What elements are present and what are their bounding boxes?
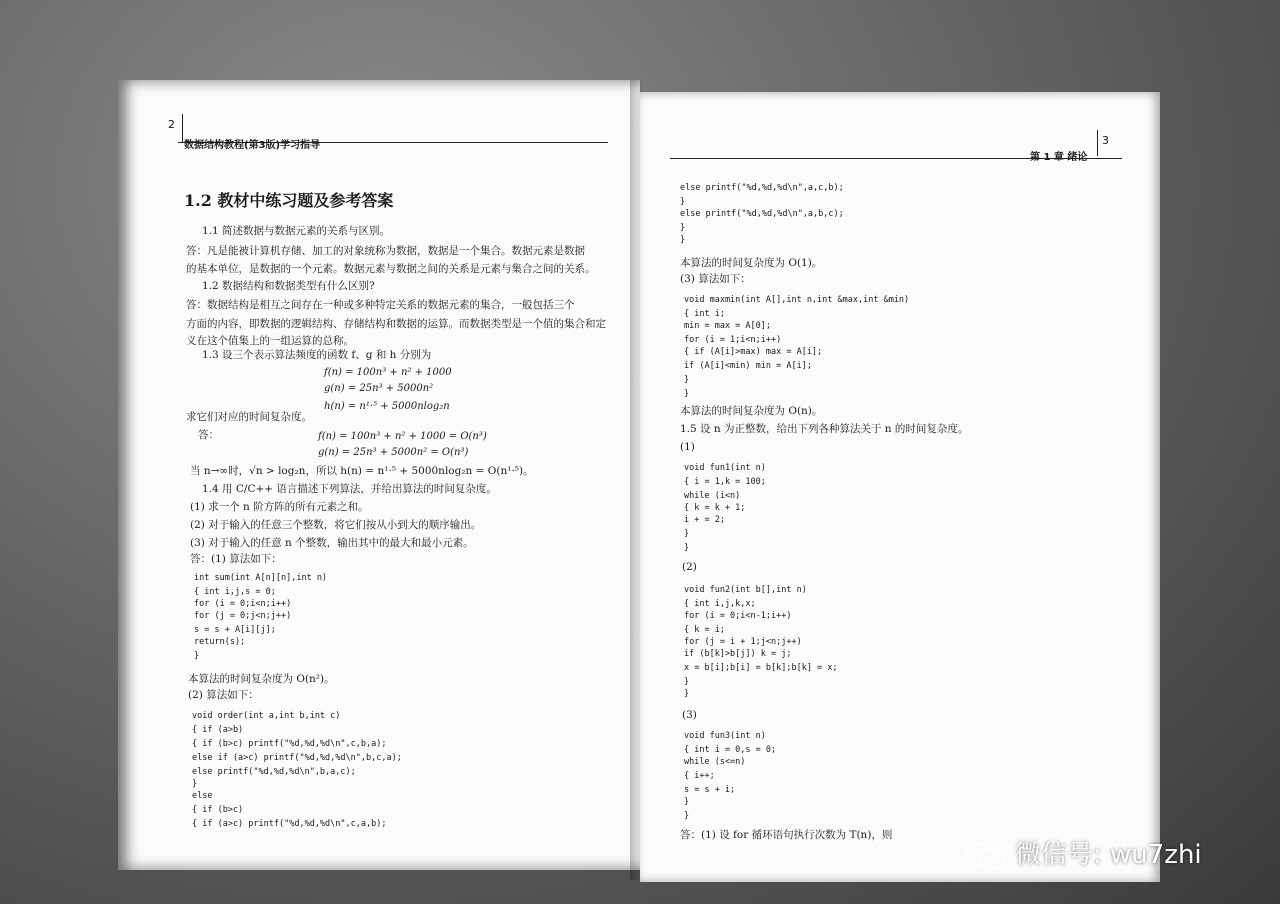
code-line: } — [680, 197, 686, 207]
code-line: for (i = 1;i<n;i++) — [684, 335, 782, 345]
text-line: (2) — [682, 561, 697, 573]
code-line: void order(int a,int b,int c) — [192, 711, 341, 721]
text-line: (1) — [680, 441, 695, 453]
code-line: } — [194, 651, 200, 661]
page-number: 2 — [168, 118, 175, 131]
code-line: for (j = 0;j<n;j++) — [194, 611, 292, 621]
code-line: else — [192, 791, 213, 801]
code-line: } — [684, 543, 690, 553]
right-page — [640, 92, 1160, 882]
code-line: { if (a>c) printf("%d,%d,%d\n",c,a,b); — [192, 819, 387, 829]
text-line: (1) 求一个 n 阶方阵的所有元素之和。 — [190, 501, 369, 513]
code-line: i + = 2; — [684, 515, 725, 525]
code-line: { if (A[i]>max) max = A[i]; — [684, 347, 823, 357]
code-line: { int i = 0,s = 0; — [684, 745, 777, 755]
code-line: } — [684, 375, 690, 385]
code-line: } — [684, 797, 690, 807]
running-title: 数据结构教程(第3版)学习指导 — [184, 140, 321, 151]
text-line: 答：凡是能被计算机存储、加工的对象统称为数据，数据是一个集合。数据元素是数据 — [186, 245, 585, 257]
text-line: 答： — [198, 429, 219, 441]
text-line: 答：数据结构是相互之间存在一种或多种特定关系的数据元素的集合，一般包括三个 — [186, 299, 575, 311]
code-line: min = max = A[0]; — [684, 321, 771, 331]
text-line: 1.4 用 C/C++ 语言描述下列算法，并给出算法的时间复杂度。 — [202, 483, 497, 495]
code-line: } — [684, 677, 690, 687]
left-page — [118, 80, 640, 870]
running-title: 第 1 章 绪论 — [1030, 152, 1088, 163]
text-line: (3) — [682, 709, 697, 721]
text-line: 方面的内容，即数据的逻辑结构、存储结构和数据的运算。而数据类型是一个值的集合和定 — [186, 318, 606, 330]
code-line: else printf("%d,%d,%d\n",a,b,c); — [680, 209, 844, 219]
code-line: for (j = i + 1;j<n;j++) — [684, 637, 802, 647]
formula: g(n) = 25n³ + 5000n² = O(n³) — [318, 447, 469, 458]
code-line: } — [684, 689, 690, 699]
code-line: { int i; — [684, 309, 725, 319]
text-line: 本算法的时间复杂度为 O(n²)。 — [188, 673, 335, 685]
code-line: while (i<n) — [684, 491, 741, 501]
code-line: } — [684, 389, 690, 399]
code-line: } — [192, 779, 198, 789]
text-line: (3) 对于输入的任意 n 个整数，输出其中的最大和最小元素。 — [190, 537, 474, 549]
text-line: 当 n→∞时，√n > log₂n，所以 h(n) = n¹·⁵ + 5000nlog₂n = O(n¹·⁵)。 — [190, 465, 534, 477]
code-line: for (i = 0;i<n;i++) — [194, 599, 292, 609]
code-line: void fun2(int b[],int n) — [684, 585, 807, 595]
code-line: } — [680, 235, 686, 245]
text-line: (3) 算法如下： — [680, 273, 751, 285]
text-line: 的基本单位，是数据的一个元素。数据元素与数据之间的关系是元素与集合之间的关系。 — [186, 263, 596, 275]
code-line: } — [684, 529, 690, 539]
code-line: { if (a>b) — [192, 725, 244, 735]
code-line: if (b[k]>b[j]) k = j; — [684, 649, 792, 659]
code-line: for (i = 0;i<n-1;i++) — [684, 611, 792, 621]
text-line: 本算法的时间复杂度为 O(1)。 — [680, 257, 823, 269]
formula: h(n) = n¹·⁵ + 5000nlog₂n — [324, 401, 450, 412]
text-line: 义在这个值集上的一组运算的总称。 — [186, 335, 354, 347]
wechat-watermark — [965, 834, 1202, 871]
code-line: while (s<=n) — [684, 757, 746, 767]
code-line: int sum(int A[n][n],int n) — [194, 573, 328, 583]
text-line: 1.2 数据结构和数据类型有什么区别? — [202, 280, 375, 292]
code-line: else printf("%d,%d,%d\n",a,c,b); — [680, 183, 844, 193]
code-line: if (A[i]<min) min = A[i]; — [684, 361, 812, 371]
code-line: { k = i; — [684, 625, 725, 635]
code-line: } — [680, 223, 686, 233]
text-line: 答：(1) 算法如下： — [190, 553, 282, 565]
code-line: { int i,j,k,x; — [684, 599, 756, 609]
code-line: { i = 1,k = 100; — [684, 477, 766, 487]
code-line: { int i,j,s = 0; — [194, 587, 276, 597]
text-line: 1.1 简述数据与数据元素的关系与区别。 — [202, 225, 391, 237]
header-divider — [182, 114, 183, 142]
page-number: 3 — [1102, 134, 1109, 147]
code-line: void fun1(int n) — [684, 463, 766, 473]
code-line: { if (b>c) — [192, 805, 244, 815]
code-line: void fun3(int n) — [684, 731, 766, 741]
code-line: x = b[i];b[i] = b[k];b[k] = x; — [684, 663, 838, 673]
formula: f(n) = 100n³ + n² + 1000 — [324, 367, 452, 378]
code-line: else printf("%d,%d,%d\n",b,a,c); — [192, 767, 356, 777]
watermark-text: 微信号: wu7zhi — [1015, 840, 1202, 870]
text-line: 1.5 设 n 为正整数，给出下列各种算法关于 n 的时间复杂度。 — [680, 423, 969, 435]
code-line: return(s); — [194, 637, 246, 647]
formula: g(n) = 25n³ + 5000n² — [324, 383, 434, 394]
code-line: { if (b>c) printf("%d,%d,%d\n",c,b,a); — [192, 739, 387, 749]
text-line: 求它们对应的时间复杂度。 — [186, 411, 312, 423]
wechat-icon — [965, 838, 1007, 868]
code-line: else if (a>c) printf("%d,%d,%d\n",b,c,a); — [192, 753, 402, 763]
code-line: s = s + i; — [684, 785, 736, 795]
code-line: s = s + A[i][j]; — [194, 625, 276, 635]
text-line: 答：(1) 设 for 循环语句执行次数为 T(n)，则 — [680, 829, 893, 841]
text-line: (2) 算法如下： — [188, 689, 259, 701]
text-line: 1.3 设三个表示算法频度的函数 f、g 和 h 分别为 — [202, 349, 432, 361]
text-line: 本算法的时间复杂度为 O(n)。 — [680, 405, 823, 417]
code-line: { k = k + 1; — [684, 503, 746, 513]
code-line: } — [684, 811, 690, 821]
section-title: 1.2 教材中练习题及参考答案 — [184, 191, 394, 210]
header-divider — [1097, 130, 1098, 156]
code-line: void maxmin(int A[],int n,int &max,int &min) — [684, 295, 910, 305]
code-line: { i++; — [684, 771, 715, 781]
text-line: (2) 对于输入的任意三个整数，将它们按从小到大的顺序输出。 — [190, 519, 482, 531]
formula: f(n) = 100n³ + n² + 1000 = O(n³) — [318, 431, 487, 442]
